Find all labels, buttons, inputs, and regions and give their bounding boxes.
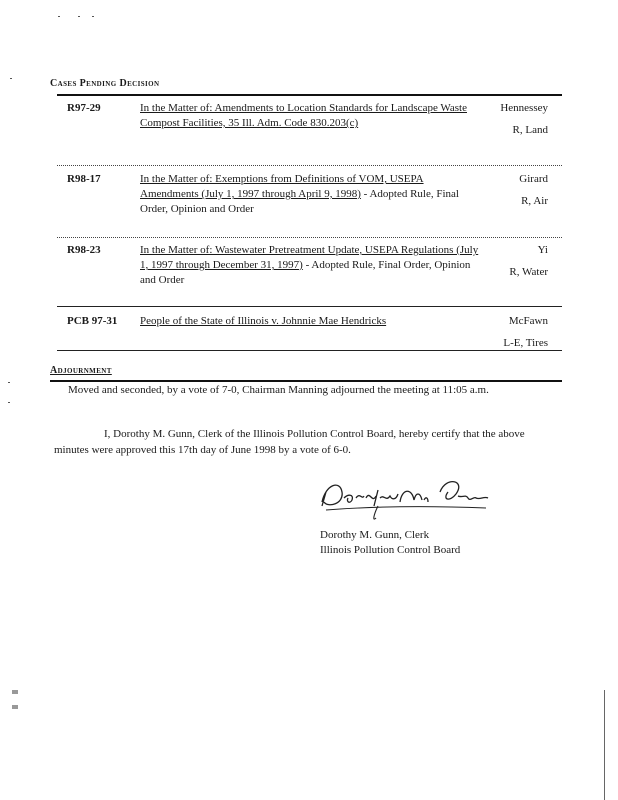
- case-category: L-E, Tires: [503, 337, 548, 349]
- signature-block: [320, 528, 460, 558]
- scan-speck: [10, 78, 12, 79]
- scan-speck: [12, 705, 18, 709]
- case-title: [140, 101, 480, 131]
- case-assignment: [468, 101, 548, 145]
- scan-speck: [78, 16, 80, 17]
- case-title: [140, 314, 480, 329]
- adjournment-heading: Adjournment: [50, 365, 112, 376]
- case-title-underlined: In the Matter of: Amendments to Location Standards for Landscape Waste Compost Facilities, 35 Ill. Adm. Code 830.203(c): [140, 102, 467, 129]
- scan-speck: [8, 382, 10, 383]
- scan-speck: [58, 16, 60, 17]
- case-title-rest: - Adopted Rule, Final Order, Opinion and Order: [140, 188, 459, 215]
- case-member: Girard: [519, 173, 548, 185]
- case-number: R98-17: [67, 173, 101, 185]
- case-assignment: [468, 314, 548, 358]
- row-divider: [57, 237, 562, 238]
- adjournment-text: Moved and seconded, by a vote of 7-0, Chairman Manning adjourned the meeting at 11:05 a.m.: [68, 384, 489, 396]
- case-title-underlined: In the Matter of: Wastewater Pretreatment Update, USEPA Regulations (July 1, 1997 through December 31, 1997): [140, 244, 479, 271]
- case-assignment: [468, 172, 548, 216]
- case-title-rest: - Adopted Rule, Final Order, Opinion and Order: [140, 259, 471, 286]
- case-member: Hennessey: [500, 102, 548, 114]
- case-category: R, Land: [512, 124, 548, 136]
- case-number: PCB 97-31: [67, 315, 118, 327]
- scan-speck: [92, 16, 94, 17]
- case-number: R98-23: [67, 244, 101, 256]
- section-heading: Cases Pending Decision: [50, 78, 160, 89]
- row-divider: [57, 306, 562, 307]
- signature-image: [316, 470, 496, 526]
- case-title-underlined: In the Matter of: Exemptions from Definitions of VOM, USEPA Amendments (July 1, 1997 through April 9, 1998): [140, 173, 424, 200]
- row-divider: [57, 165, 562, 166]
- heading-rule: [57, 94, 562, 96]
- row-divider: [57, 350, 562, 351]
- case-title: [140, 243, 480, 288]
- case-number: R97-29: [67, 102, 101, 114]
- case-title-underlined: People of the State of Illinois v. Johnnie Mae Hendricks: [140, 315, 387, 327]
- scan-speck: [12, 690, 18, 694]
- signer-name: Dorothy M. Gunn, Clerk: [320, 529, 430, 541]
- case-member: McFawn: [508, 315, 548, 327]
- case-assignment: [468, 243, 548, 287]
- case-category: R, Air: [521, 195, 548, 207]
- certification-text: I, Dorothy M. Gunn, Clerk of the Illinois Pollution Control Board, hereby certify that the above minutes were approved this 17th day of June 1998 by a vote of 6-0.: [54, 428, 525, 456]
- scan-speck: [8, 402, 10, 403]
- case-title: [140, 172, 480, 217]
- case-member: Yi: [537, 244, 548, 256]
- scan-edge-line: [604, 690, 605, 800]
- case-category: R, Water: [509, 266, 548, 278]
- signer-organization: Illinois Pollution Control Board: [320, 544, 461, 556]
